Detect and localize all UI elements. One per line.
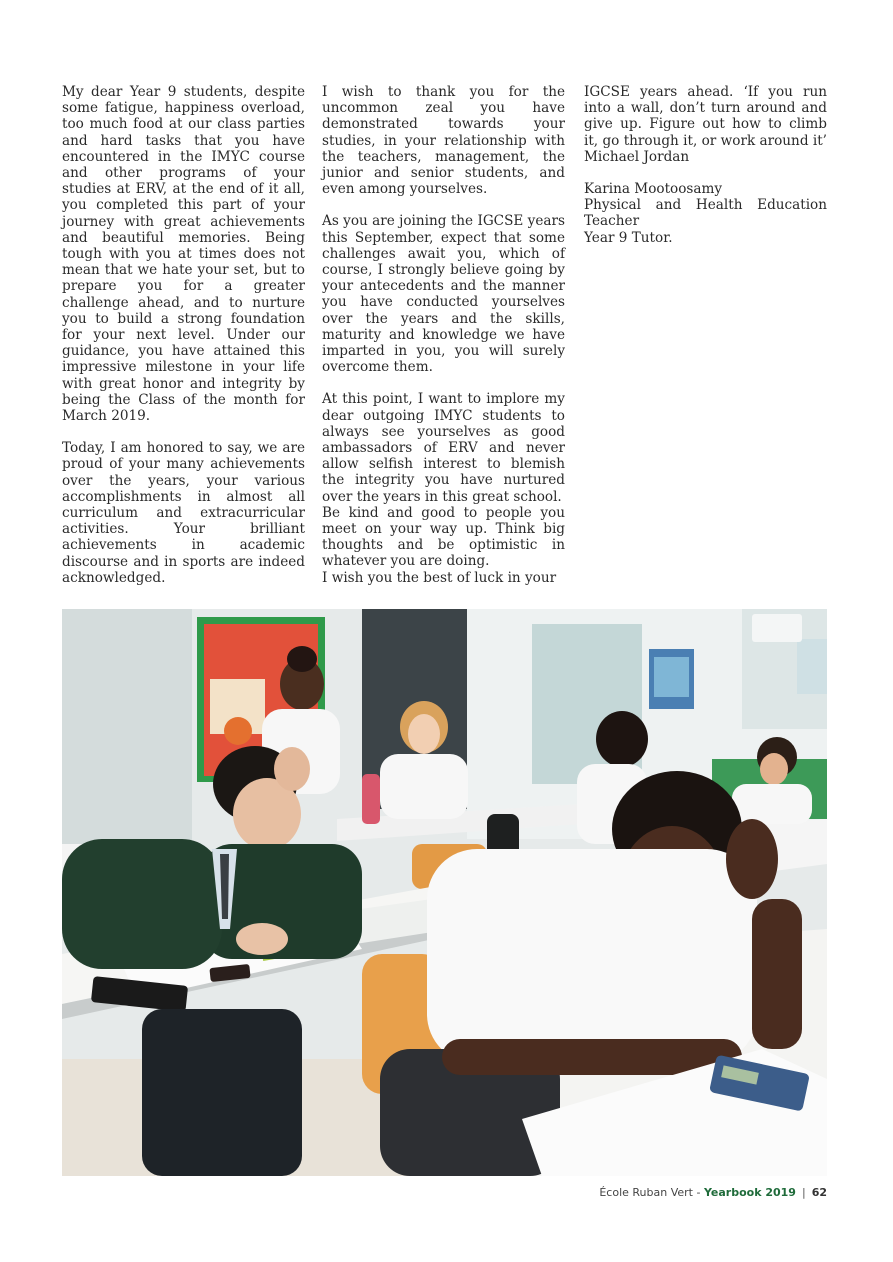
page-number: 62 [811,1186,827,1199]
signature-role-2: Teacher [584,213,640,230]
text-column-2 [322,84,565,586]
text-column-1 [62,84,305,602]
paragraph: IGCSE years ahead. ‘If you run into a wall, don’t turn around and give up. Figure out how to climb it, go through it, or work around it’ Michael Jordan [584,84,827,165]
page-footer [599,1186,827,1199]
paragraph: I wish you the best of luck in your [322,569,557,586]
signature-role: Physical and Health Education [584,197,827,214]
classroom-photo [62,609,827,1176]
signature-name: Karina Mootoosamy [584,181,723,198]
footer-separator: | [801,1186,806,1199]
paragraph: As you are joining the IGCSE years this September, expect that some challenges await you, which of course, I strongly believe going by your antecedents and the manner you have conducted yourselves over the years and the skills, maturity and knowledge we have imparted in you, you will surely overcome them. [322,213,565,376]
paragraph: My dear Year 9 students, despite some fatigue, happiness overload, too much food at our class parties and hard tasks that you have encountered in the IMYC course and other programs of your studies at ERV, at the end of it all, you completed this part of your journey with great achievements and beautiful memories. Being tough with you at times does not mean that we hate your set, but to prepare you for a greater challenge ahead, and to nurture you to build a strong foundation for your next level. Under our guidance, you have attained this impressive milestone in your life with great honor and integrity by being the Class of the month for March 2019. [62,84,305,425]
school-name: École Ruban Vert - [599,1186,704,1199]
signature-title: Year 9 Tutor. [584,229,673,246]
paragraph: At this point, I want to implore my dear outgoing IMYC students to always see yourselves as good ambassadors of ERV and never allow selfish interest to blemish the integrity you have nurtured over the years in this great school. [322,391,565,505]
paragraph: I wish to thank you for the uncommon zeal you have demonstrated towards your studies, in your relationship with the teachers, management, the junior and senior students, and even among yourselves. [322,84,565,198]
paragraph: Today, I am honored to say, we are proud of your many achievements over the years, your various accomplishments in almost all curriculum and extracurricular activities. Your brilliant achievements in academic discourse and in sports are indeed acknowledged. [62,440,305,586]
yearbook-label: Yearbook 2019 [703,1186,796,1199]
paragraph: Be kind and good to people you meet on your way up. Think big thoughts and be optimistic in whatever you are doing. [322,504,565,570]
text-column-3 [584,84,827,246]
